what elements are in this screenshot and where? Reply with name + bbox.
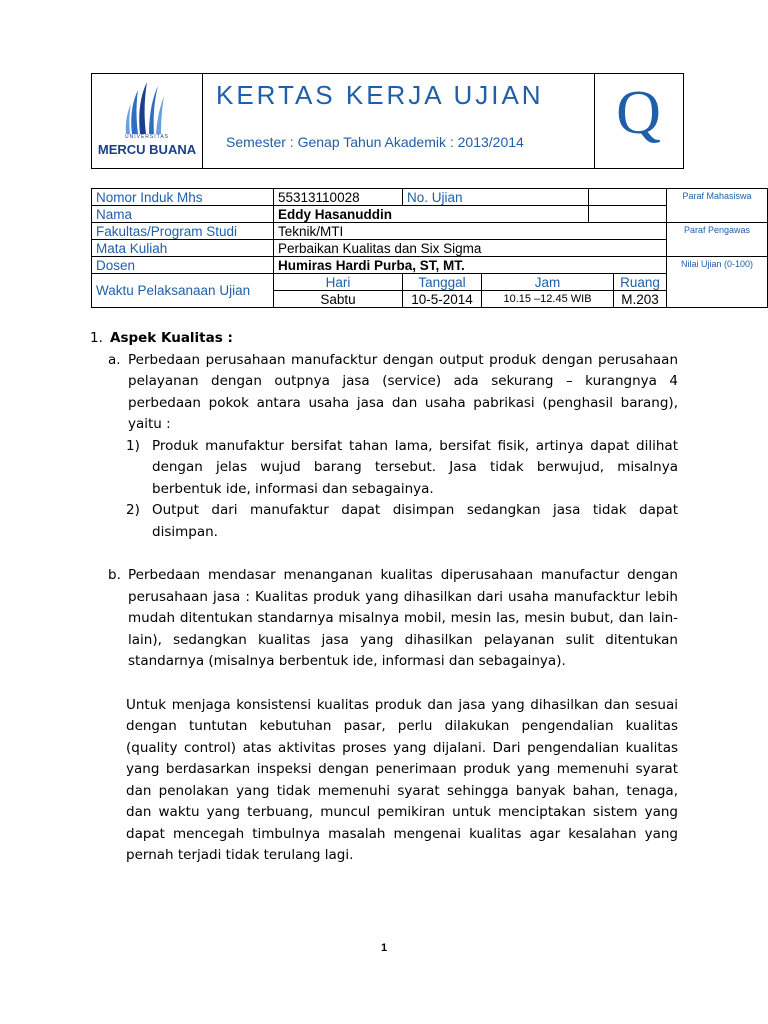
fakultas-label: Fakultas/Program Studi [92,223,274,240]
section-number: 1. [90,330,103,346]
table-row [92,257,768,274]
q-cell [594,74,683,168]
logo-emblem-icon [92,78,202,136]
semester-subtitle: Semester : Genap Tahun Akademik : 2013/2014 [226,134,524,150]
nama-value: Eddy Hasanuddin [274,206,589,223]
exam-header [91,73,684,169]
waktu-label: Waktu Pelaksanaan Ujian [92,274,274,308]
item-b [90,565,678,673]
hari-label: Hari [274,274,403,291]
dosen-value: Humiras Hardi Purba, ST, MT. [274,257,667,274]
item-a-marker: a. [108,351,121,368]
q-letter: Q [616,79,661,147]
item-a2-marker: 2) [126,502,140,518]
paraf-mahasiswa-label: Paraf Mahasiswa [667,189,768,223]
item-a1 [90,436,678,501]
jam-label: Jam [482,274,614,291]
nama-label: Nama [92,206,274,223]
paragraph [90,695,678,867]
item-a2 [90,500,678,543]
item-b-marker: b. [108,567,121,583]
paragraph-text: Untuk menjaga konsistensi kualitas produk dan jasa yang dihasilkan dan sesuai dengan tuntutan kebutuhan pasar, perlu dilakukan pengendalian kualitas (quality control) atas aktivitas proses yang dijalani. Dari pengendalian kualitas yang berdasarkan inspeksi dengan penerimaan produk yang memenuhi syarat dan penolakan yang tidak memenuhi syarat sehingga banyak bahan, tenaga, dan waktu yang terbuang, muncul pemikiran untuk menciptakan sistem yang dapat mencegah timbulnya masalah mengenai kualitas agar kesalahan yang pernah terjadi tidak terulang lagi. [126,696,678,863]
matkul-value: Perbaikan Kualitas dan Six Sigma [274,240,667,257]
university-logo [92,78,202,164]
item-a2-text: Output dari manufaktur dapat disimpan sedangkan jasa tidak dapat disimpan. [152,502,678,540]
logo-cell [92,74,203,168]
matkul-label: Mata Kuliah [92,240,274,257]
logo-small-text: UNIVERSITAS [125,134,169,140]
no-ujian-value [588,189,666,206]
tanggal-value: 10-5-2014 [403,291,482,308]
nama-extra [588,206,666,223]
table-row [92,274,768,291]
dosen-label: Dosen [92,257,274,274]
nim-value: 55313110028 [274,189,403,206]
item-a [90,350,678,436]
ruang-label: Ruang [614,274,667,291]
nilai-ujian-label: Nilai Ujian (0-100) [667,257,768,308]
paraf-pengawas-label: Paraf Pengawas [667,223,768,257]
hari-value: Sabtu [274,291,403,308]
nim-label: Nomor Induk Mhs [92,189,274,206]
title-cell [202,74,595,168]
logo-name: MERCU BUANA [97,142,197,157]
table-row [92,240,768,257]
page-number: 1 [380,942,388,954]
no-ujian-label: No. Ujian [403,189,589,206]
exam-answer-body [90,328,678,867]
section-title: Aspek Kualitas : [110,330,233,346]
section-1-heading [90,328,678,350]
tanggal-label: Tanggal [403,274,482,291]
jam-value: 10.15 –12.45 WIB [482,291,614,308]
student-info-table [91,188,768,308]
item-a1-marker: 1) [126,437,140,454]
item-a-text: Perbedaan perusahaan manufacktur dengan output produk dengan perusahaan pelayanan dengan outpnya jasa (service) ada sekurang – kurangnya 4 perbedaan pokok antara usaha jasa dan usaha pabrikasi (penghasil barang), yaitu : [128,351,678,432]
fakultas-value: Teknik/MTI [274,223,667,240]
item-b-text: Perbedaan mendasar menanganan kualitas diperusahaan manufactur dengan perusahaan jasa : Kualitas produk yang dihasilkan dari usaha manufacktur lebih mudah ditentukan standarnya misalnya mobil, mesin las, mesin bubut, dan lain-lain), sedangkan kualitas jasa yang dihasilkan pelayanan sulit ditentukan standarnya (misalnya berbentuk ide, informasi dan sebagainya). [128,567,678,669]
table-row [92,223,768,240]
ruang-value: M.203 [614,291,667,308]
table-row [92,189,768,206]
table-row [92,206,768,223]
page-title: KERTAS KERJA UJIAN [216,80,544,110]
item-a1-text: Produk manufaktur bersifat tahan lama, bersifat fisik, artinya dapat dilihat dengan jelas wujud barang tersebut. Jasa tidak berwujud, misalnya berbentuk ide, informasi dan sebagainya. [152,437,678,497]
